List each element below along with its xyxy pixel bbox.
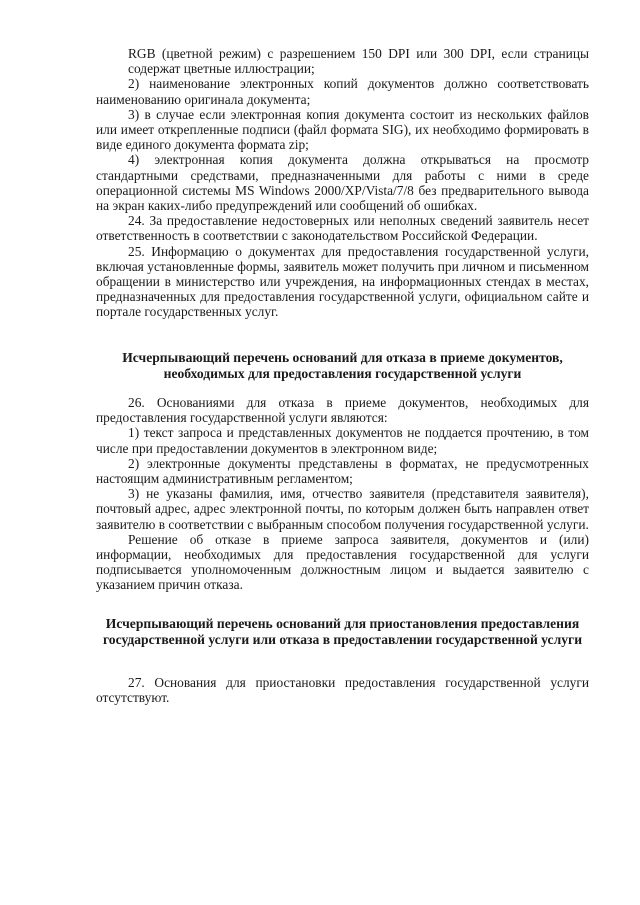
refusal-block — [96, 395, 589, 593]
list-item-4: 4) электронная копия документа должна открываться на просмотр стандартными средствами, предназначенными для работы с ними в среде операционной системы MS Windows 2000/XP/Vista/7/8 без предварительного вывода на экран каких-либо предупреждений или сообщений об ошибках. — [96, 152, 589, 214]
list-item-26-2: 2) электронные документы представлены в форматах, не предусмотренных настоящим административным регламентом; — [96, 455, 589, 487]
list-item-2: 2) наименование электронных копий документов должно соответствовать наименованию оригинала документа; — [96, 76, 589, 107]
decision-paragraph: Решение об отказе в приеме запроса заявителя, документов и (или) информации, необходимых для предоставления государственной для услуги подписывается уполномоченным должностным лицом и выдается заявителю с указанием причин отказа. — [96, 531, 589, 593]
paragraph-26: 26. Основаниями для отказа в приеме документов, необходимых для предоставления государственной услуги являются: — [96, 395, 589, 426]
paragraph-27: 27. Основания для приостановки предоставления государственной услуги отсутствуют. — [96, 675, 589, 706]
list-continuation: RGB (цветной режим) с разрешением 150 DPI или 300 DPI, если страницы содержат цветные иллюстрации; — [128, 46, 589, 77]
section-heading-refusal: Исчерпывающий перечень оснований для отказа в приеме документов, необходимых для предоставления государственной услуги — [122, 350, 563, 381]
paragraph-24: 24. За предоставление недостоверных или неполных сведений заявитель несет ответственность в соответствии с законодательством Российской Федерации. — [96, 213, 589, 244]
list-item-3: 3) в случае если электронная копия документа состоит из нескольких файлов или имеет открепленные подписи (файл формата SIG), их необходимо формировать в виде единого документа формата zip; — [96, 106, 589, 153]
list-item-26-3: 3) не указаны фамилия, имя, отчество заявителя (представителя заявителя), почтовый адрес, адрес электронной почты, по которым должен быть направлен ответ заявителю в соответствии с выбранным способом получения государственной услуги. — [96, 486, 589, 532]
section-heading-suspension: Исчерпывающий перечень оснований для приостановления предоставления государственной услуги или отказа в предоставлении государственной услуги — [102, 616, 583, 647]
list-item-26-1: 1) текст запроса и представленных документов не поддается прочтению, в том числе при предоставлении документов в электронном виде; — [96, 425, 589, 456]
top-list-block — [96, 46, 589, 320]
suspension-block — [96, 675, 589, 705]
paragraph-25: 25. Информацию о документах для предоставления государственной услуги, включая установленные формы, заявитель может получить при личном и письменном обращении в министерство или учреждения, на информационных стендах в местах, предназначенных для предоставления государственной услуги, официальном сайте и портале государственных услуг. — [96, 243, 589, 320]
